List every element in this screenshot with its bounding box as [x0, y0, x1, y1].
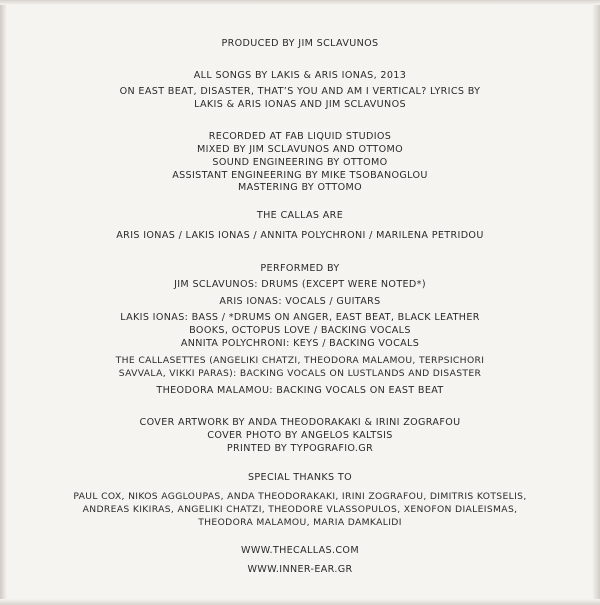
cover-photo-credit: COVER PHOTO BY ANGELOS KALTSIS [207, 430, 393, 441]
recorded-credit: RECORDED AT FAB LIQUID STUDIOS [208, 131, 392, 142]
website-inner-ear: WWW.INNER-EAR.GR [247, 564, 353, 575]
performer-theodora: THEODORA MALAMOU: BACKING VOCALS ON EAST BEAT [156, 385, 444, 396]
callas-members: ARIS IONAS / LAKIS IONAS / ANNITA POLYCHRONI / MARILENA PETRIDOU [116, 230, 484, 241]
sound-engineering-credit: SOUND ENGINEERING BY OTTOMO [212, 157, 388, 168]
callas-heading: THE CALLAS ARE [256, 210, 344, 221]
website-thecallas: WWW.THECALLAS.COM [241, 545, 359, 556]
songs-credit: ALL SONGS BY LAKIS & ARIS IONAS, 2013 [193, 70, 407, 81]
paper-edge-bottom [0, 599, 600, 605]
mixed-credit: MIXED BY JIM SCLAVUNOS AND OTTOMO [196, 144, 404, 155]
lyrics-credit-line-1: ON EAST BEAT, DISASTER, THAT’S YOU AND AM I VERTICAL? LYRICS BY [119, 86, 481, 97]
performed-heading: PERFORMED BY [260, 263, 340, 274]
assistant-engineering-credit: ASSISTANT ENGINEERING BY MIKE TSOBANOGLOU [172, 170, 428, 181]
performer-aris: ARIS IONAS: VOCALS / GUITARS [219, 296, 381, 307]
performer-callasettes-line-1: THE CALLASETTES (ANGELIKI CHATZI, THEODORA MALAMOU, TERPSICHORI [115, 355, 485, 366]
performer-jim: JIM SCLAVUNOS: DRUMS (EXCEPT WERE NOTED*) [174, 279, 426, 290]
paper-edge-top [0, 0, 600, 5]
performer-lakis-line-1: LAKIS IONAS: BASS / *DRUMS ON ANGER, EAST BEAT, BLACK LEATHER [120, 312, 480, 323]
special-thanks-line-2: ANDREAS KIKIRAS, ANGELIKI CHATZI, THEODORE VLASSOPULOS, XENOFON DIALEISMAS, [82, 504, 518, 515]
performer-annita: ANNITA POLYCHRONI: KEYS / BACKING VOCALS [180, 338, 420, 349]
special-thanks-line-3: THEODORA MALAMOU, MARIA DAMKALIDI [198, 517, 402, 528]
cover-artwork-credit: COVER ARTWORK BY ANDA THEODORAKAKI & IRINI ZOGRAFOU [139, 417, 461, 428]
special-thanks-line-1: PAUL COX, NIKOS AGGLOUPAS, ANDA THEODORAKAKI, IRINI ZOGRAFOU, DIMITRIS KOTSELIS, [73, 491, 527, 502]
performer-callasettes-line-2: SAVVALA, VIKKI PARAS): BACKING VOCALS ON LUSTLANDS AND DISASTER [118, 368, 482, 379]
mastering-credit: MASTERING BY OTTOMO [237, 182, 363, 193]
performer-lakis-line-2: BOOKS, OCTOPUS LOVE / BACKING VOCALS [189, 325, 411, 336]
lyrics-credit-line-2: LAKIS & ARIS IONAS AND JIM SCLAVUNOS [194, 99, 406, 110]
produced-credit: PRODUCED BY JIM SCLAVUNOS [221, 38, 379, 49]
printed-credit: PRINTED BY TYPOGRAFIO.GR [226, 443, 374, 454]
special-thanks-heading: SPECIAL THANKS TO [247, 472, 353, 483]
